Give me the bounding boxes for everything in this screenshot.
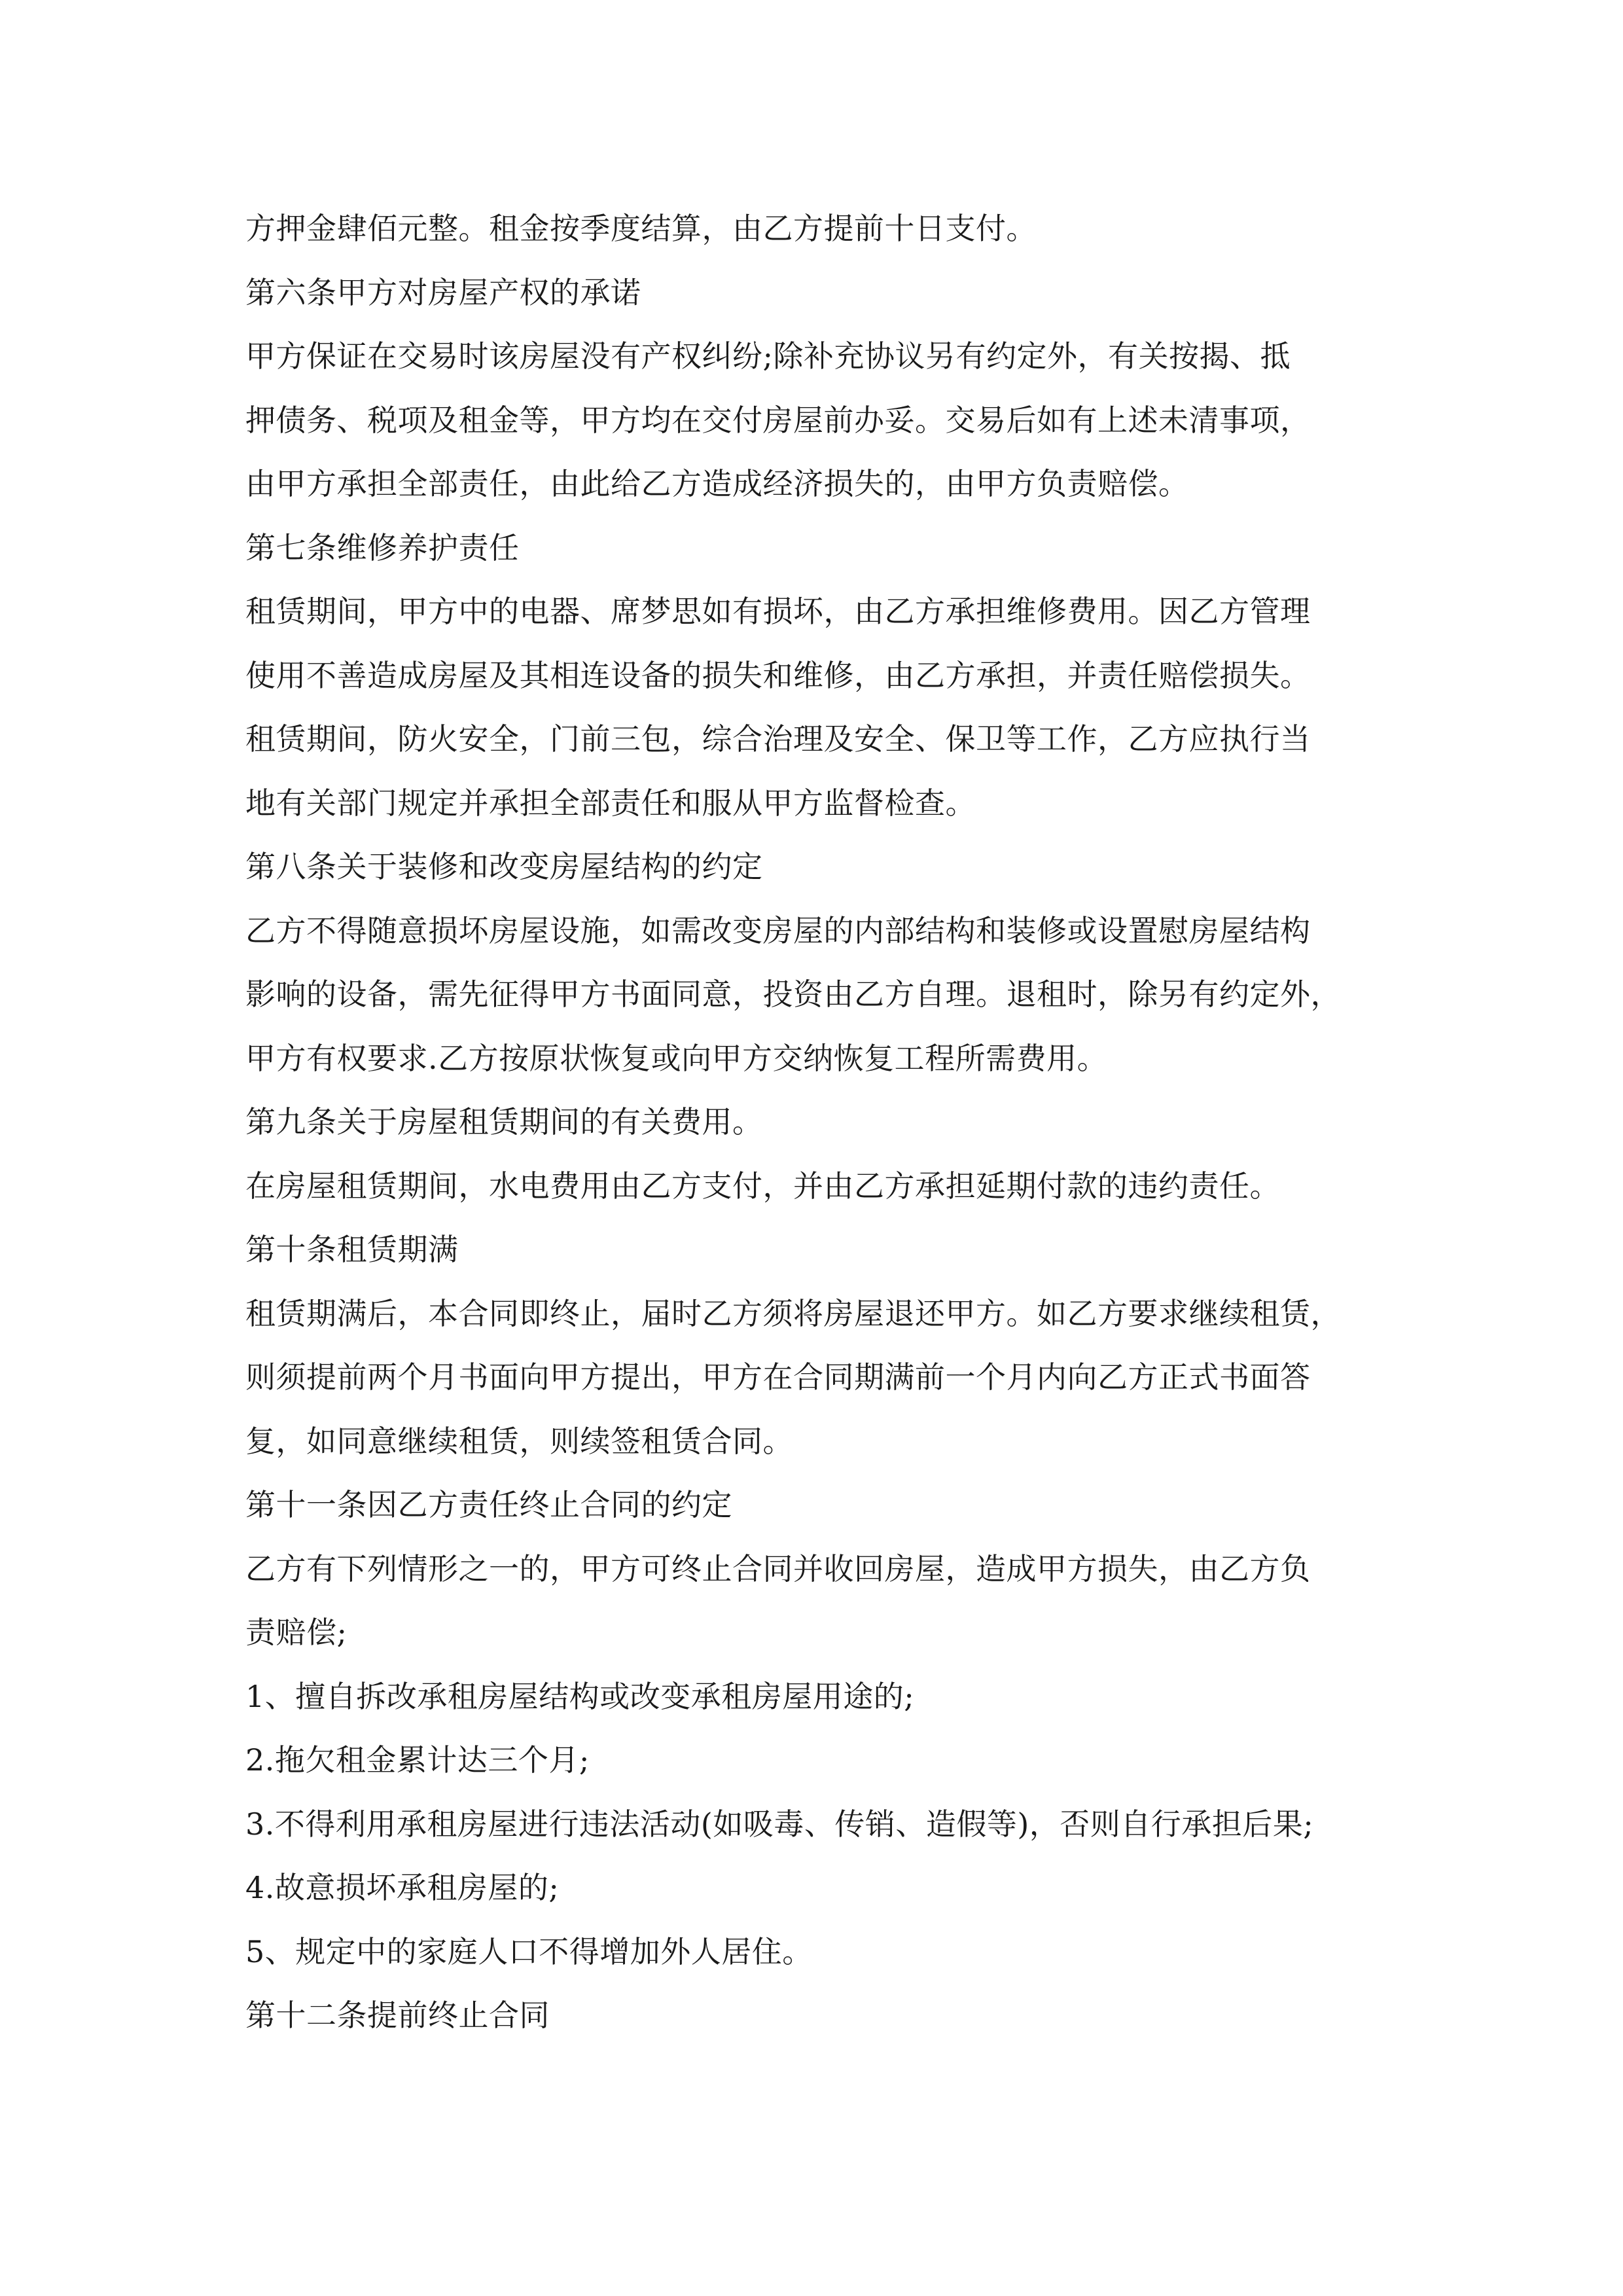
text-line: 乙方有下列情形之一的，甲方可终止合同并收回房屋，造成甲方损失，由乙方负 bbox=[245, 1551, 1311, 1587]
text-line: 甲方保证在交易时该房屋没有产权纠纷;除补充协议另有约定外，有关按揭、抵 bbox=[245, 338, 1291, 374]
contract-text bbox=[245, 197, 1397, 2048]
section-heading-6: 第六条甲方对房屋产权的承诺 bbox=[245, 274, 641, 310]
section-heading-7: 第七条维修养护责任 bbox=[245, 529, 520, 565]
text-line: 影响的设备，需先征得甲方书面同意，投资由乙方自理。退租时，除另有约定外， bbox=[245, 977, 1341, 1012]
list-item: 4.故意损坏承租房屋的; bbox=[245, 1870, 560, 1905]
section-heading-11: 第十一条因乙方责任终止合同的约定 bbox=[245, 1487, 732, 1522]
text-line: 租赁期间，防火安全，门前三包，综合治理及安全、保卫等工作，乙方应执行当 bbox=[245, 721, 1311, 757]
text-line: 租赁期间，甲方中的电器、席梦思如有损坏，由乙方承担维修费用。因乙方管理 bbox=[245, 594, 1311, 629]
text-line: 复，如同意继续租赁，则续签租赁合同。 bbox=[245, 1423, 793, 1459]
section-heading-8: 第八条关于装修和改变房屋结构的约定 bbox=[245, 849, 763, 884]
text-line: 则须提前两个月书面向甲方提出，甲方在合同期满前一个月内向乙方正式书面答 bbox=[245, 1359, 1311, 1395]
text-line: 在房屋租赁期间，水电费用由乙方支付，并由乙方承担延期付款的违约责任。 bbox=[245, 1168, 1280, 1204]
text-line: 使用不善造成房屋及其相连设备的损失和维修，由乙方承担，并责任赔偿损失。 bbox=[245, 657, 1311, 693]
list-item: 5、规定中的家庭人口不得增加外人居住。 bbox=[245, 1933, 813, 1969]
text-line: 由甲方承担全部责任，由此给乙方造成经济损失的，由甲方负责赔偿。 bbox=[245, 466, 1189, 501]
text-line: 乙方不得随意损坏房屋设施，如需改变房屋的内部结构和装修或设置慰房屋结构 bbox=[245, 912, 1311, 948]
section-heading-9: 第九条关于房屋租赁期间的有关费用。 bbox=[245, 1104, 763, 1139]
list-item: 3.不得利用承租房屋进行违法活动(如吸毒、传销、造假等)，否则自行承担后果; bbox=[245, 1806, 1314, 1842]
list-item: 2.拖欠租金累计达三个月; bbox=[245, 1742, 590, 1778]
text-line: 甲方有权要求.乙方按原状恢复或向甲方交纳恢复工程所需费用。 bbox=[245, 1040, 1108, 1076]
section-heading-10: 第十条租赁期满 bbox=[245, 1232, 459, 1267]
text-line: 押债务、税项及租金等，甲方均在交付房屋前办妥。交易后如有上述未清事项， bbox=[245, 402, 1311, 438]
text-line: 方押金肆佰元整。租金按季度结算，由乙方提前十日支付。 bbox=[245, 211, 1037, 246]
text-line: 租赁期满后，本合同即终止，届时乙方须将房屋退还甲方。如乙方要求继续租赁， bbox=[245, 1295, 1341, 1331]
text-line: 地有关部门规定并承担全部责任和服从甲方监督检查。 bbox=[245, 785, 976, 821]
text-line: 责赔偿; bbox=[245, 1615, 348, 1650]
section-heading-12: 第十二条提前终止合同 bbox=[245, 1998, 550, 2033]
list-item: 1、擅自拆改承租房屋结构或改变承租房屋用途的; bbox=[245, 1678, 915, 1714]
